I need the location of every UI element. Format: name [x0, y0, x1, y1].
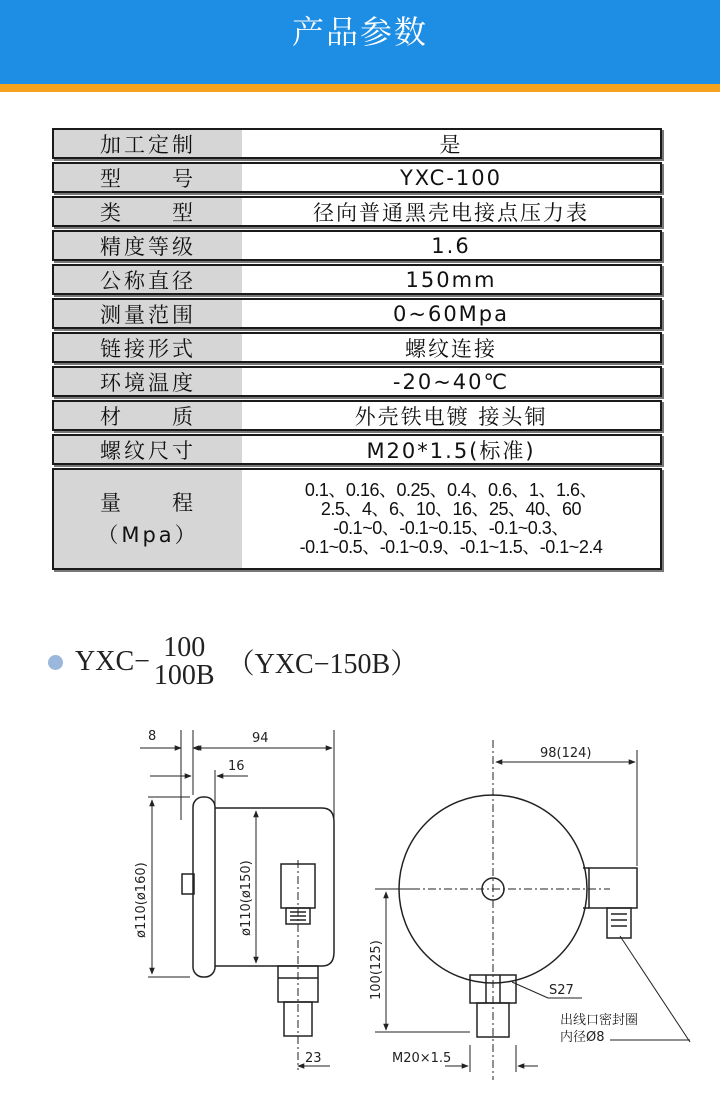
- side-bezel: [193, 797, 215, 977]
- spec-label: 精度等级: [54, 232, 242, 259]
- spec-label: 公称直径: [54, 266, 242, 293]
- spec-row: [52, 434, 662, 465]
- side-knob: [182, 874, 194, 894]
- dim-16: 16: [228, 759, 245, 774]
- dimension-drawing: [0, 700, 720, 1100]
- model-top: 100: [163, 632, 206, 663]
- spec-label: 材 质: [54, 402, 242, 429]
- spec-label: 测量范围: [54, 300, 242, 327]
- range-line: -0.1~0、-0.1~0.15、-0.1~0.3、: [333, 518, 569, 538]
- front-view: [399, 795, 637, 1037]
- spec-value: 是: [242, 130, 660, 157]
- range-line: 2.5、4、6、10、16、25、40、60: [320, 499, 582, 519]
- label-seal-ring: 出线口密封圈: [560, 1013, 639, 1028]
- bullet-dot-icon: [48, 655, 63, 670]
- spec-row: [52, 230, 662, 261]
- spec-value: 150mm: [242, 266, 660, 293]
- front-junction-box: [589, 868, 637, 908]
- range-line: 0.1、0.16、0.25、0.4、0.6、1、1.6、: [304, 480, 598, 500]
- dim-100: 100(125): [369, 940, 384, 1000]
- spec-row: [52, 196, 662, 227]
- dim-23: 23: [305, 1051, 322, 1066]
- spec-label: 螺纹尺寸: [54, 436, 242, 463]
- spec-row: [52, 298, 662, 329]
- front-junction-neck: [607, 908, 631, 938]
- spec-label: 型 号: [54, 164, 242, 191]
- spec-value: -20~40℃: [242, 368, 660, 395]
- spec-label: 类 型: [54, 198, 242, 225]
- spec-row: [52, 264, 662, 295]
- dim-8: 8: [148, 729, 157, 744]
- range-values: [242, 470, 660, 568]
- spec-value: 外壳铁电镀 接头铜: [242, 402, 660, 429]
- spec-row: [52, 162, 662, 193]
- spec-row: [52, 128, 662, 159]
- spec-label: 加工定制: [54, 130, 242, 157]
- dim-94: 94: [252, 731, 269, 746]
- spec-row: [52, 400, 662, 431]
- page-title: 产品参数: [291, 13, 428, 51]
- model-fraction: [154, 634, 215, 690]
- spec-value: 1.6: [242, 232, 660, 259]
- label-thread: M20×1.5: [392, 1051, 452, 1066]
- spec-value: 径向普通黑壳电接点压力表: [242, 198, 660, 225]
- spec-row: [52, 366, 662, 397]
- spec-row: [52, 332, 662, 363]
- range-line: -0.1~0.5、-0.1~0.9、-0.1~1.5、-0.1~2.4: [299, 537, 603, 557]
- spec-value: M20*1.5(标准): [242, 436, 660, 463]
- dim-98: 98(124): [540, 746, 592, 761]
- dim-outer-dia: ø110(ø160): [134, 862, 149, 938]
- side-view: [182, 797, 334, 1036]
- model-suffix: （YXC−150B）: [226, 649, 419, 680]
- spec-value: YXC-100: [242, 164, 660, 191]
- range-row: [52, 468, 662, 570]
- spec-value: 0~60Mpa: [242, 300, 660, 327]
- spec-table: [52, 128, 662, 573]
- label-s27: S27: [549, 983, 574, 998]
- label-seal-diameter: 内径Ø8: [560, 1030, 605, 1045]
- range-label-line2: （Mpa）: [97, 523, 199, 547]
- dim-inner-dia: ø110(ø150): [239, 860, 254, 936]
- header-stripe: [0, 84, 720, 92]
- spec-value: 螺纹连接: [242, 334, 660, 361]
- side-junction-box: [281, 864, 315, 908]
- model-prefix: YXC−: [75, 646, 150, 677]
- range-label-line1: 量 程: [100, 491, 196, 515]
- range-label: [54, 470, 242, 568]
- spec-label: 环境温度: [54, 368, 242, 395]
- side-case: [215, 808, 334, 966]
- spec-label: 链接形式: [54, 334, 242, 361]
- model-bottom: 100B: [153, 660, 215, 691]
- model-heading: [48, 632, 418, 692]
